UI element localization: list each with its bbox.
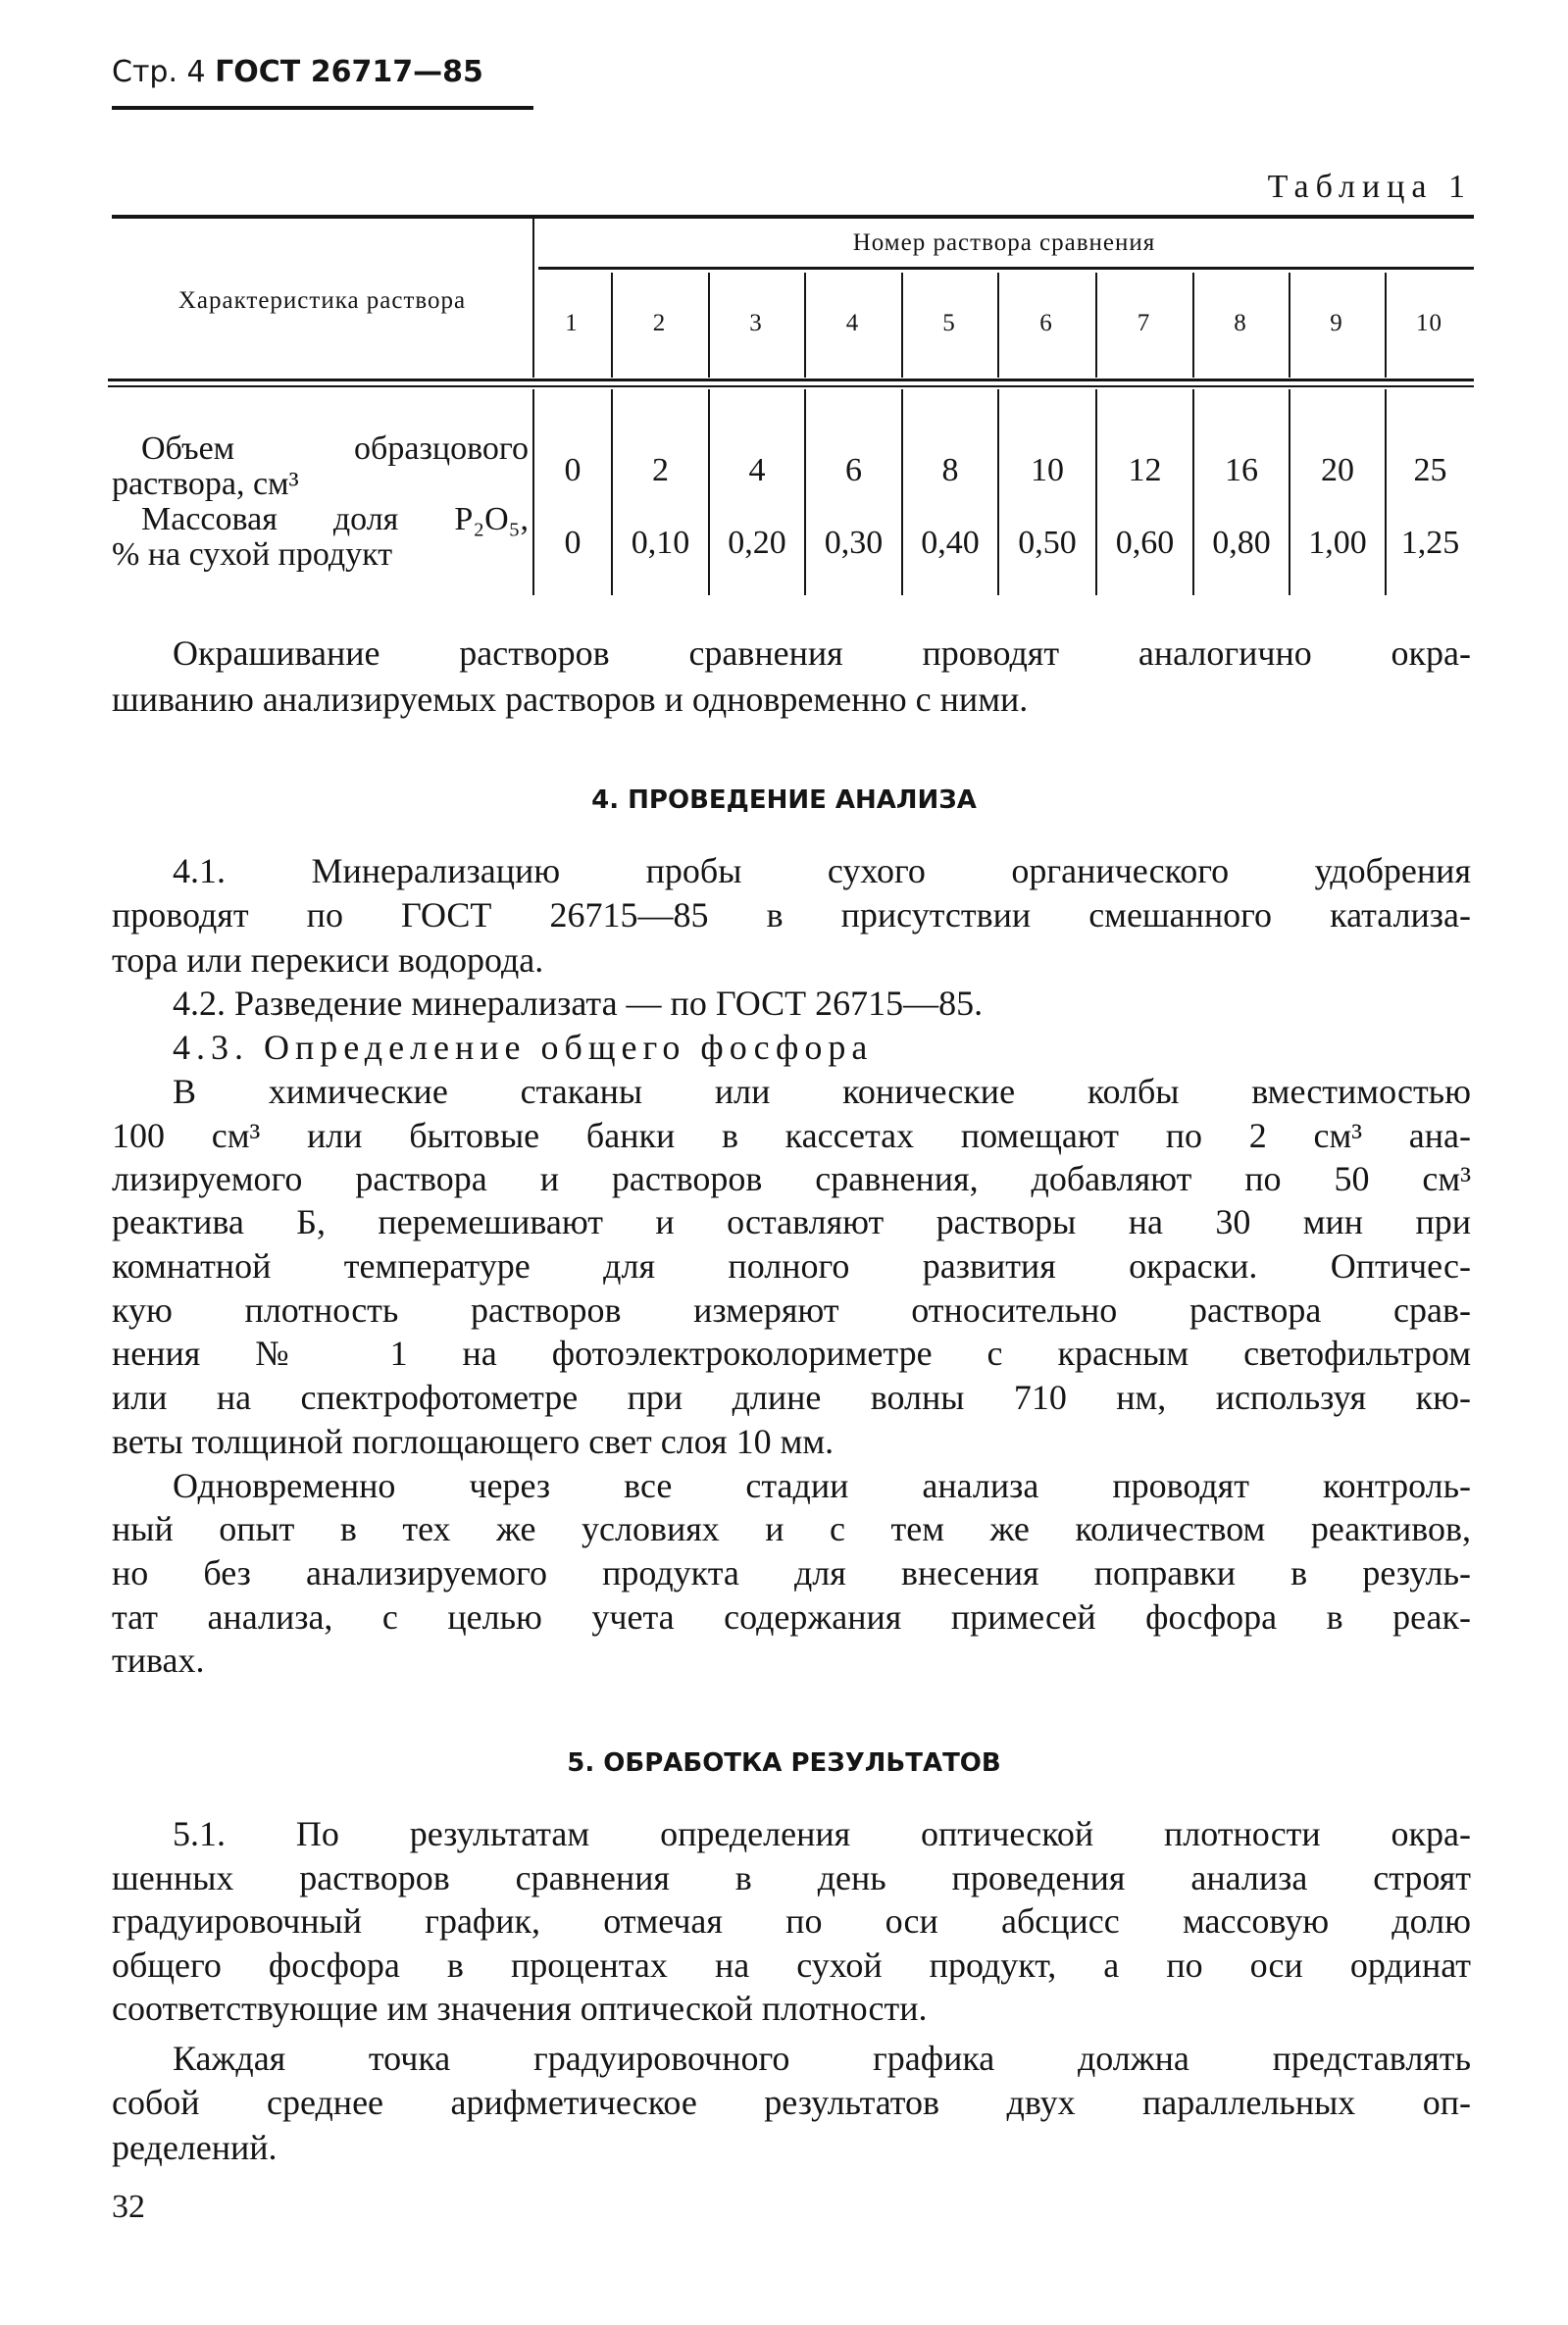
table-cell: 0 bbox=[564, 452, 582, 488]
column-header: 7 bbox=[1137, 310, 1151, 336]
paragraph-line: Одновременно через все стадии анализа проводят контроль- bbox=[173, 1466, 1471, 1505]
paragraph-line: кую плотность растворов измеряют относительно раствора срав- bbox=[112, 1290, 1471, 1330]
table-cell: 1,00 bbox=[1308, 525, 1367, 561]
header-rule bbox=[112, 106, 533, 110]
paragraph-line: собой среднее арифметическое результатов двух параллельных оп- bbox=[112, 2083, 1471, 2122]
table-cell: 4 bbox=[748, 452, 766, 488]
page-number: 32 bbox=[112, 2189, 145, 2225]
row-header: Характеристика раствора bbox=[177, 287, 467, 314]
column-divider bbox=[804, 389, 806, 595]
table-cell: 20 bbox=[1321, 452, 1354, 488]
table-cell: 0,30 bbox=[824, 525, 884, 561]
header-double-rule-top bbox=[108, 379, 1474, 381]
column-divider bbox=[532, 219, 534, 378]
table-cell: 25 bbox=[1413, 452, 1447, 488]
column-divider bbox=[532, 389, 534, 595]
table-cell: 10 bbox=[1031, 452, 1064, 488]
page-label: Стр. 4 bbox=[112, 55, 206, 89]
header-double-rule-bottom bbox=[108, 385, 1474, 387]
paragraph-line: 5.1. По результатам определения оптической плотности окра- bbox=[173, 1814, 1471, 1853]
row-label-line: Объем образцового bbox=[141, 430, 529, 467]
table-cell: 0,80 bbox=[1212, 525, 1271, 561]
table-cell: 12 bbox=[1128, 452, 1162, 488]
table-cell: 0,50 bbox=[1018, 525, 1077, 561]
column-header: 4 bbox=[845, 310, 860, 336]
paragraph-line: шиванию анализируемых растворов и одновременно с ними. bbox=[112, 680, 1029, 719]
paragraph-line: лизируемого раствора и растворов сравнения, добавляют по 50 см³ bbox=[112, 1159, 1471, 1198]
paragraph-line: ределений. bbox=[112, 2128, 278, 2167]
paragraph-line: веты толщиной поглощающего свет слоя 10 мм. bbox=[112, 1422, 835, 1461]
paragraph-line: тивах. bbox=[112, 1641, 205, 1680]
row-label-line: раствора, см³ bbox=[112, 466, 299, 502]
paragraph-line: градуировочный график, отмечая по оси абсцисс массовую долю bbox=[112, 1901, 1471, 1941]
column-divider bbox=[1289, 389, 1290, 595]
table-cell: 2 bbox=[652, 452, 669, 488]
section-heading: 5. ОБРАБОТКА РЕЗУЛЬТАТОВ bbox=[567, 1748, 1001, 1778]
column-divider bbox=[901, 389, 903, 595]
table-caption: Таблица 1 bbox=[1267, 169, 1472, 205]
column-header: 10 bbox=[1416, 310, 1442, 336]
table-cell: 1,25 bbox=[1400, 525, 1460, 561]
table-top-rule bbox=[112, 215, 1474, 219]
paragraph-line: шенных растворов сравнения в день проведения анализа строят bbox=[112, 1858, 1471, 1897]
column-header: 6 bbox=[1039, 310, 1053, 336]
paragraph-line: или на спектрофотометре при длине волны 710 нм, используя кю- bbox=[112, 1378, 1471, 1417]
table-cell: 0,10 bbox=[631, 525, 690, 561]
table-cell: 6 bbox=[845, 452, 862, 488]
paragraph-line: тора или перекиси водорода. bbox=[112, 940, 544, 980]
column-header: 8 bbox=[1234, 310, 1247, 336]
paragraph-line: 4.1. Минерализацию пробы сухого органического удобрения bbox=[173, 851, 1471, 890]
column-divider bbox=[1192, 389, 1194, 595]
standard-number: ГОСТ 26717—85 bbox=[215, 55, 483, 89]
table-cell: 0,60 bbox=[1115, 525, 1175, 561]
table-cell: 0 bbox=[564, 525, 582, 561]
paragraph-line: проводят по ГОСТ 26715—85 в присутствии смешанного катализа- bbox=[112, 895, 1471, 935]
table-cell: 0,20 bbox=[728, 525, 786, 561]
column-header: 5 bbox=[942, 310, 956, 336]
paragraph-line: В химические стаканы или конические колбы вместимостью bbox=[173, 1072, 1471, 1111]
paragraph-line: реактива Б, перемешивают и оставляют растворы на 30 мин при bbox=[112, 1202, 1471, 1241]
paragraph-line: ный опыт в тех же условиях и с тем же количеством реактивов, bbox=[112, 1509, 1471, 1548]
paragraph-line: Окрашивание растворов сравнения проводят аналогично окра- bbox=[173, 633, 1471, 673]
row-label-line: Массовая доля P₂O₅, bbox=[141, 501, 529, 537]
column-divider bbox=[1385, 389, 1387, 595]
column-divider bbox=[611, 389, 613, 595]
column-divider bbox=[997, 389, 999, 595]
column-header: 1 bbox=[565, 310, 579, 336]
paragraph-line: общего фосфора в процентах на сухой продукт, а по оси ординат bbox=[112, 1946, 1471, 1985]
column-header: 2 bbox=[652, 310, 667, 336]
group-header-rule bbox=[538, 267, 1474, 270]
page-header bbox=[112, 55, 483, 89]
column-header: 9 bbox=[1330, 310, 1343, 336]
paragraph-line: комнатной температуре для полного развития окраски. Оптичес- bbox=[112, 1246, 1471, 1286]
section-heading: 4. ПРОВЕДЕНИЕ АНАЛИЗА bbox=[591, 785, 977, 815]
paragraph-line: 4.2. Разведение минерализата — по ГОСТ 26715—85. bbox=[173, 984, 984, 1023]
paragraph-line: нения № 1 на фотоэлектроколориметре с красным светофильтром bbox=[112, 1334, 1471, 1373]
column-divider bbox=[708, 389, 710, 595]
paragraph-line: 4.3. Определение общего фосфора bbox=[173, 1028, 874, 1067]
table-cell: 8 bbox=[941, 452, 959, 488]
paragraph-line: Каждая точка градуировочного графика должна представлять bbox=[173, 2039, 1471, 2078]
paragraph-line: соответствующие им значения оптической плотности. bbox=[112, 1989, 928, 2028]
table-cell: 16 bbox=[1225, 452, 1258, 488]
paragraph-line: тат анализа, с целью учета содержания примесей фосфора в реак- bbox=[112, 1597, 1471, 1637]
table-cell: 0,40 bbox=[921, 525, 980, 561]
paragraph-line: 100 см³ или бытовые банки в кассетах помещают по 2 см³ ана- bbox=[112, 1116, 1471, 1155]
column-header: 3 bbox=[749, 310, 763, 336]
column-divider bbox=[1095, 389, 1097, 595]
group-header: Номер раствора сравнения bbox=[852, 229, 1156, 256]
paragraph-line: но без анализируемого продукта для внесения поправки в резуль- bbox=[112, 1553, 1471, 1592]
row-label-volume bbox=[112, 431, 529, 573]
row-label-line: % на сухой продукт bbox=[112, 536, 393, 573]
